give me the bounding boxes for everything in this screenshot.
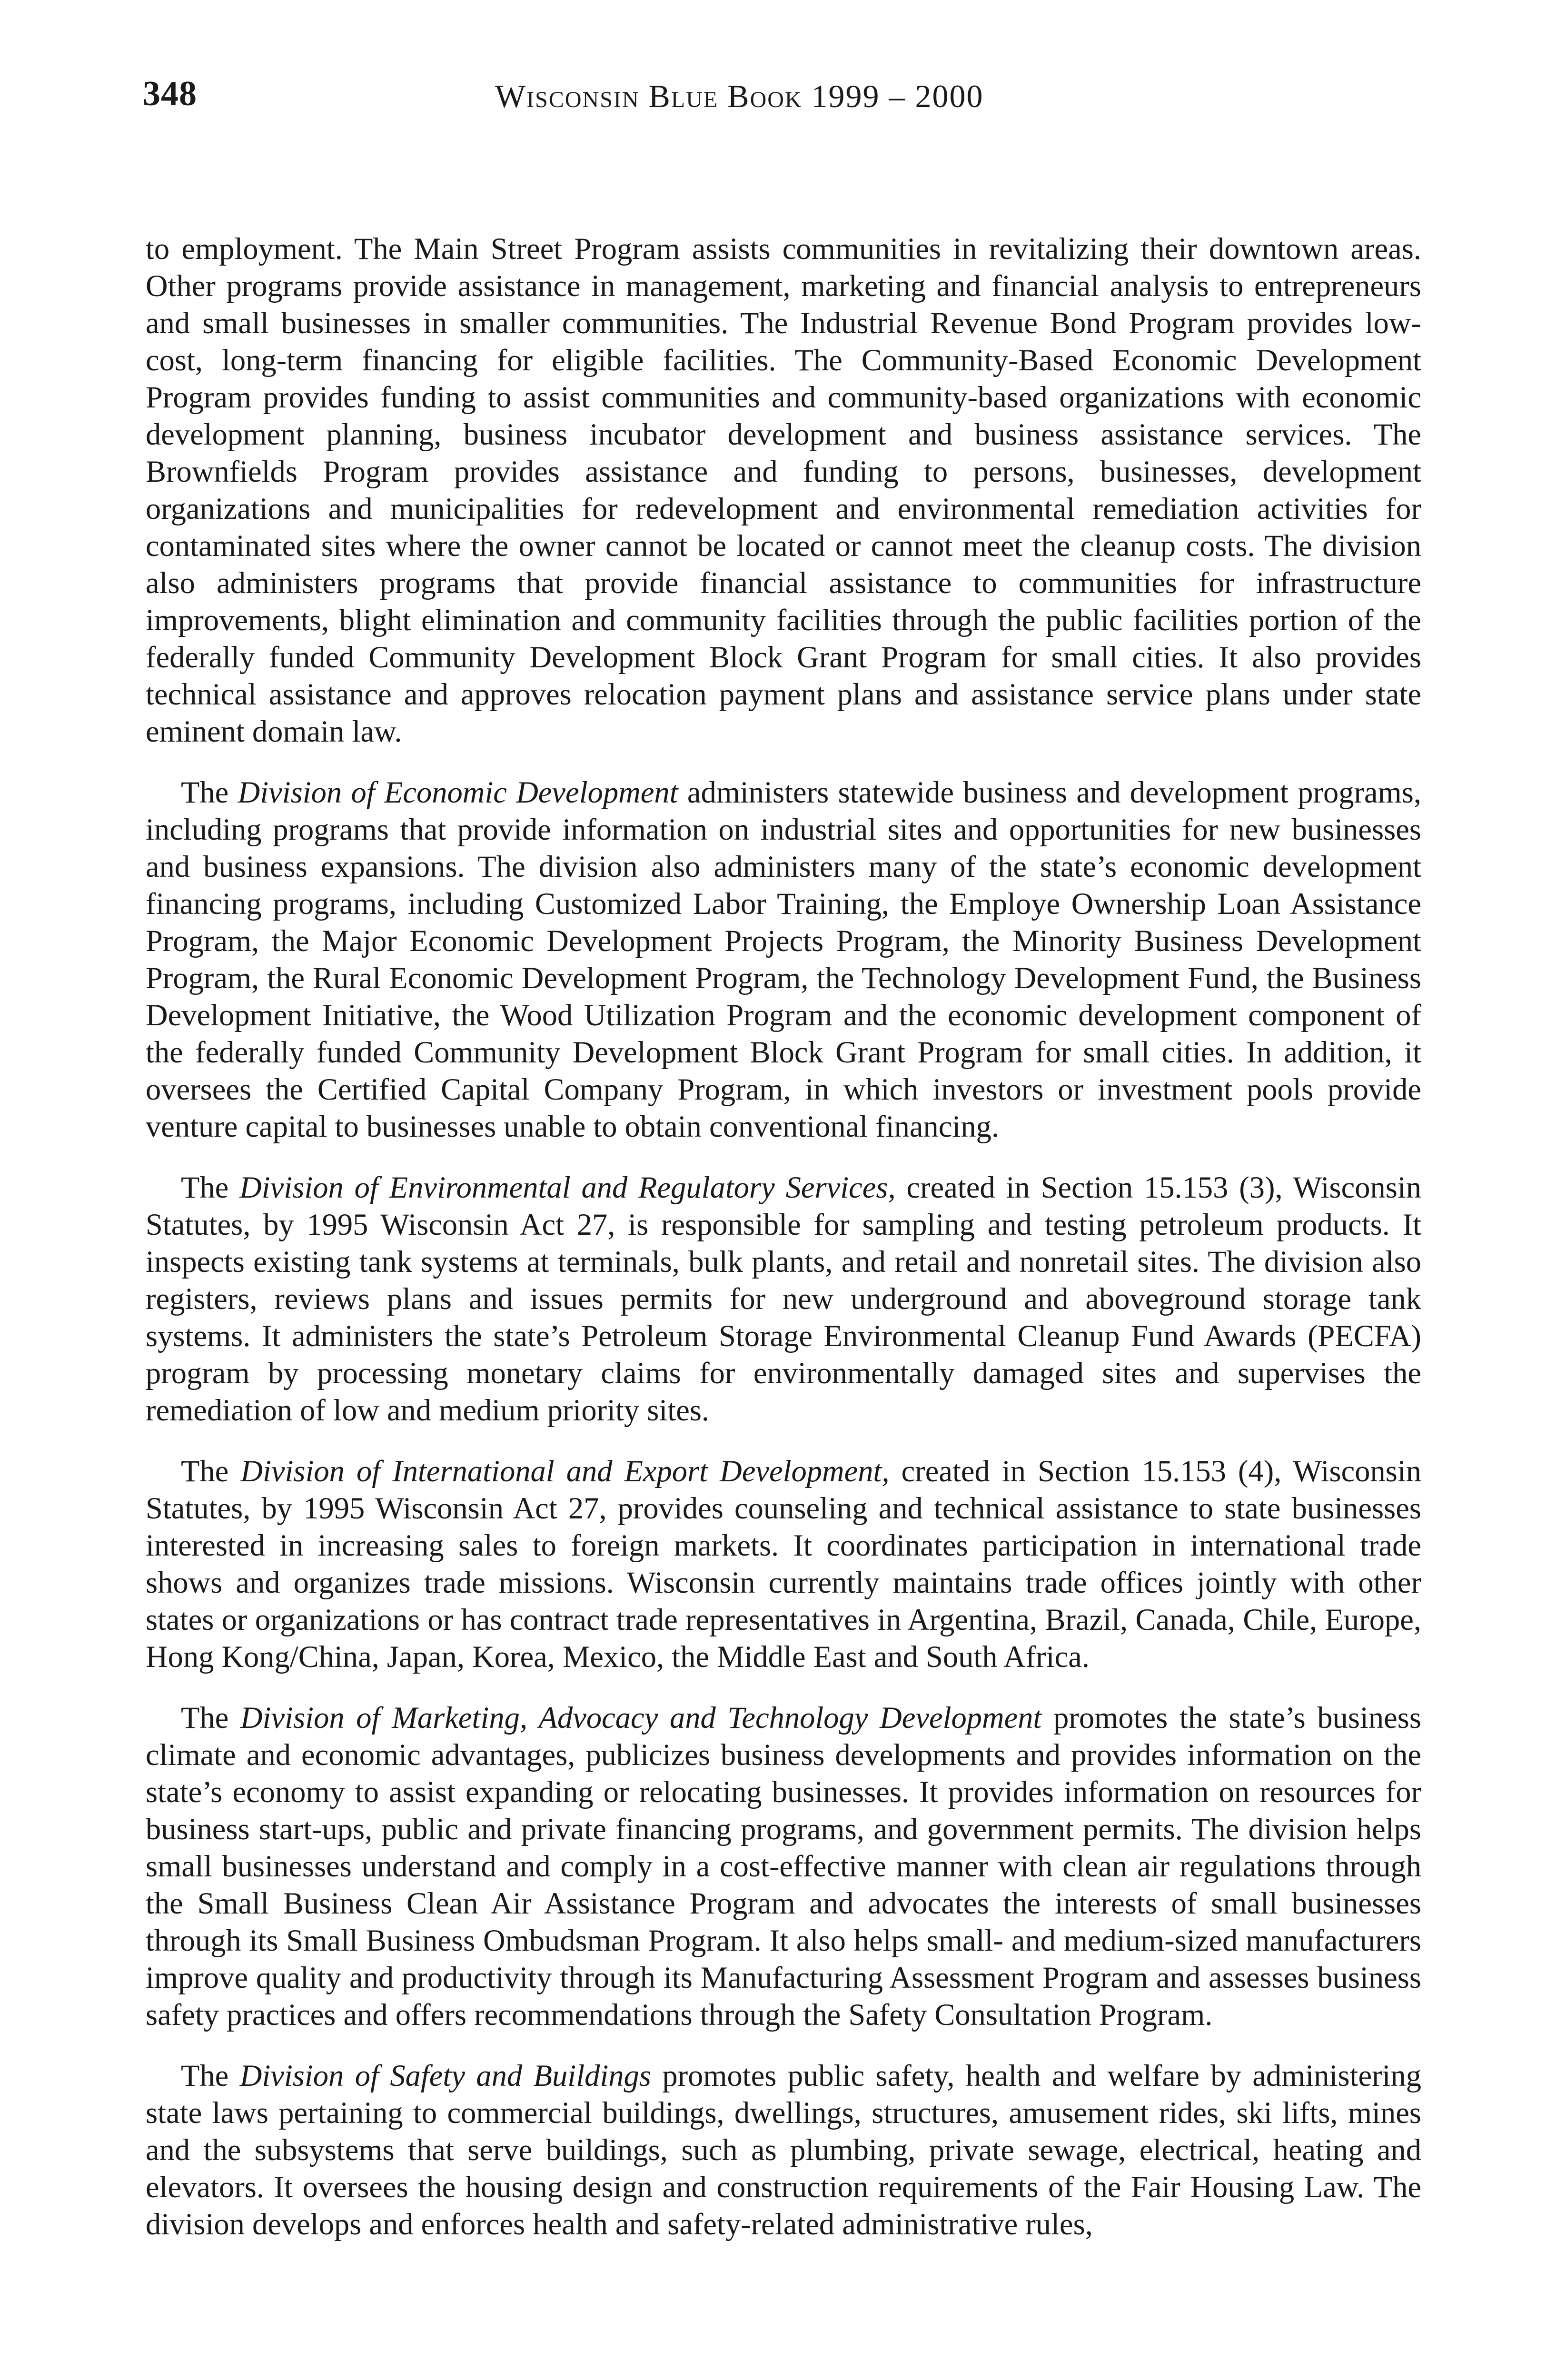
division-name: Division of Economic Development	[238, 775, 678, 809]
division-name: Division of Safety and Buildings	[239, 2059, 651, 2092]
paragraph-lead: The	[181, 775, 238, 809]
running-title: Wisconsin Blue Book 1999 – 2000	[495, 78, 984, 114]
paragraph-marketing-advocacy	[146, 1699, 1421, 2033]
body-text	[146, 230, 1421, 2243]
division-name: Division of Marketing, Advocacy and Technology Development	[240, 1701, 1042, 1735]
page-number: 348	[143, 74, 197, 113]
paragraph-text: created in Section 15.153 (4), Wisconsin Statutes, by 1995 Wisconsin Act 27, provides counseling and technical assistance to state businesses interested in increasing sales to foreign markets. It coordinates participation in international trade shows and organizes trade missions. Wisconsin currently maintains trade offices jointly with other states or organizations or has contract trade representatives in Argentina, Brazil, Canada, Chile, Europe, Hong Kong/China, Japan, Korea, Mexico, the Middle East and South Africa.	[146, 1454, 1422, 1674]
paragraph-text: promotes public safety, health and welfare by administering state laws pertaining to commercial buildings, dwellings, structures, amusement rides, ski lifts, mines and the subsystems that serve buildings, such as plumbing, private sewage, electrical, heating and elevators. It oversees the housing design and construction requirements of the Fair Housing Law. The division develops and enforces health and safety-related administrative rules,	[146, 2059, 1421, 2241]
paragraph-text: created in Section 15.153 (3), Wisconsin Statutes, by 1995 Wisconsin Act 27, is responsible for sampling and testing petroleum products. It inspects existing tank systems at terminals, bulk plants, and retail and nonretail sites. The division also registers, reviews plans and issues permits for new underground and aboveground storage tank systems. It administers the state’s Petroleum Storage Environmental Cleanup Fund Awards (PECFA) program by processing monetary claims for environmentally damaged sites and supervises the remediation of low and medium priority sites.	[146, 1170, 1421, 1427]
paragraph-lead: The	[181, 1701, 241, 1735]
paragraph-lead: The	[181, 1454, 241, 1488]
paragraph-text: to employment. The Main Street Program assists communities in revitalizing their downtown areas. Other programs provide assistance in management, marketing and financial analysis to entrepreneurs and small businesses in smaller communities. The Industrial Revenue Bond Program provides low-cost, long-term financing for eligible facilities. The Community-Based Economic Development Program provides funding to assist communities and community-based organizations with economic development planning, business incubator development and business assistance services. The Brownfields Program provides assistance and funding to persons, businesses, development organizations and municipalities for redevelopment and environmental remediation activities for contaminated sites where the owner cannot be located or cannot meet the cleanup costs. The division also administers programs that provide financial assistance to communities for infrastructure improvements, blight elimination and community facilities through the public facilities portion of the federally funded Community Development Block Grant Program for small cities. It also provides technical assistance and approves relocation payment plans and assistance service plans under state eminent domain law.	[146, 232, 1421, 748]
paragraph-environmental-regulatory	[146, 1169, 1421, 1429]
paragraph-safety-buildings	[146, 2057, 1421, 2243]
paragraph-lead: The	[181, 1170, 240, 1204]
paragraph-international-export	[146, 1453, 1421, 1676]
division-name: Division of International and Export Development,	[240, 1454, 890, 1488]
paragraph-text: administers statewide business and development programs, including programs that provide information on industrial sites and opportunities for new businesses and business expansions. The division also administers many of the state’s economic development financing programs, including Customized Labor Training, the Employe Ownership Loan Assistance Program, the Major Economic Development Projects Program, the Minority Business Development Program, the Rural Economic Development Program, the Technology Development Fund, the Business Development Initiative, the Wood Utilization Program and the economic development component of the federally funded Community Development Block Grant Program for small cities. In addition, it oversees the Certified Capital Company Program, in which investors or investment pools provide venture capital to businesses unable to obtain conventional financing.	[146, 775, 1421, 1143]
paragraph-lead: The	[181, 2059, 240, 2092]
paragraph-continued	[146, 230, 1421, 750]
paragraph-economic-development	[146, 774, 1421, 1145]
paragraph-text: promotes the state’s business climate and economic advantages, publicizes business developments and provides information on the state’s economy to assist expanding or relocating businesses. It provides information on resources for business start-ups, public and private financing programs, and government permits. The division helps small businesses understand and comply in a cost-effective manner with clean air regulations through the Small Business Clean Air Assistance Program and advocates the interests of small businesses through its Small Business Ombudsman Program. It also helps small- and medium-sized manufacturers improve quality and productivity through its Manufacturing Assessment Program and assesses business safety practices and offers recommendations through the Safety Consultation Program.	[146, 1701, 1422, 2032]
division-name: Division of Environmental and Regulatory Services,	[239, 1170, 896, 1204]
